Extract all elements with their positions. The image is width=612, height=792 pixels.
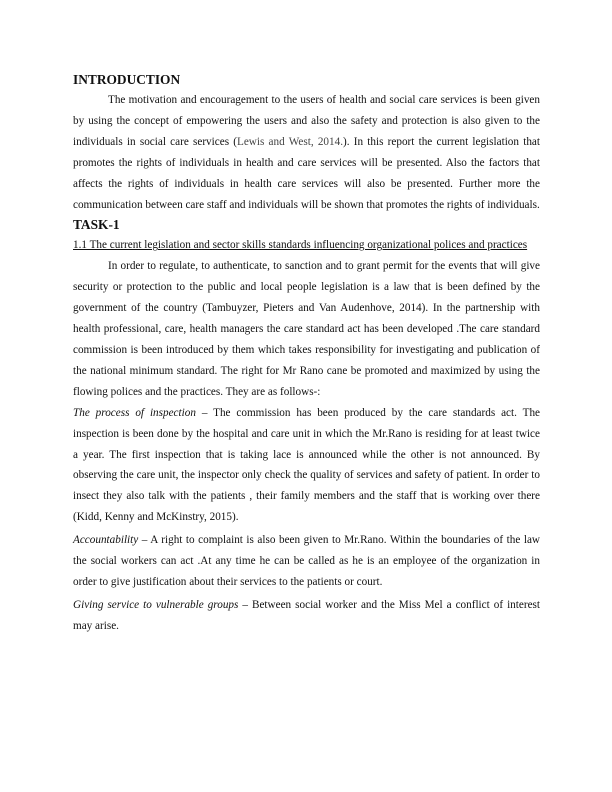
task-1-heading: TASK-1 bbox=[73, 217, 120, 233]
accountability-label: Accountability bbox=[73, 534, 139, 547]
vulnerable-groups-paragraph bbox=[73, 595, 540, 637]
introduction-paragraph bbox=[73, 90, 540, 215]
intro-text-a: The motivation and encouragement to the users of health and social care services is been given by using the concept of empowering the users and also the safety and protection is also given to the individuals in social care services ( bbox=[73, 94, 540, 148]
section-1-1-subheading: 1.1 The current legislation and sector skills standards influencing organizational polices and practices bbox=[73, 239, 528, 252]
intro-text-b: ). In this report the current legislation that promotes the rights of individuals in health and care services will be presented. Also the factors that affects the rights of individuals in health care services will also be presented. Further more the communication between care staff and individuals will be shown that promotes the rights of individuals. bbox=[73, 135, 540, 211]
document-page bbox=[73, 70, 540, 637]
legislation-paragraph: In order to regulate, to authenticate, to sanction and to grant permit for the events that will give security or protection to the public and local people legislation is a law that is been defined by the government of the country (Tambuyzer, Pieters and Van Audenhove, 2014). In the partnership with health professional, care, health managers the care standard act has been developed .The care standard commission is been introduced by them which takes responsibility for investigating and publication of the national minimum standard. The right for Mr Rano cane be promoted and maximized by using the flowing polices and the practices. They are as follows-: bbox=[73, 260, 540, 398]
inspection-paragraph bbox=[73, 403, 540, 528]
accountability-paragraph bbox=[73, 530, 540, 593]
vulnerable-groups-label: Giving service to vulnerable groups bbox=[73, 598, 239, 611]
introduction-heading: INTRODUCTION bbox=[73, 72, 181, 87]
inspection-label: The process of inspection bbox=[73, 406, 196, 419]
vulnerable-groups-text: – Between social worker and the Miss Mel a conflict of interest may arise. bbox=[73, 598, 541, 632]
inspection-text: – The commission has been produced by the care standards act. The inspection is been done by the hospital and care unit in which the Mr.Rano is residing for at least twice a year. The first inspection that is taking lace is announced while the other is not announced. By observing the care unit, the inspector only check the quality of services and safety of patient. In order to insect they also talk with the patients , their family members and the staff that is working over there (Kidd, Kenny and McKinstry, 2015). bbox=[73, 406, 540, 524]
intro-citation: Lewis and West, 2014. bbox=[237, 135, 344, 148]
accountability-text: – A right to complaint is also been given to Mr.Rano. Within the boundaries of the law the social workers can act .At any time he can be called as he is an employee of the organization in order to give justification about their services to the patients or court. bbox=[73, 534, 540, 588]
